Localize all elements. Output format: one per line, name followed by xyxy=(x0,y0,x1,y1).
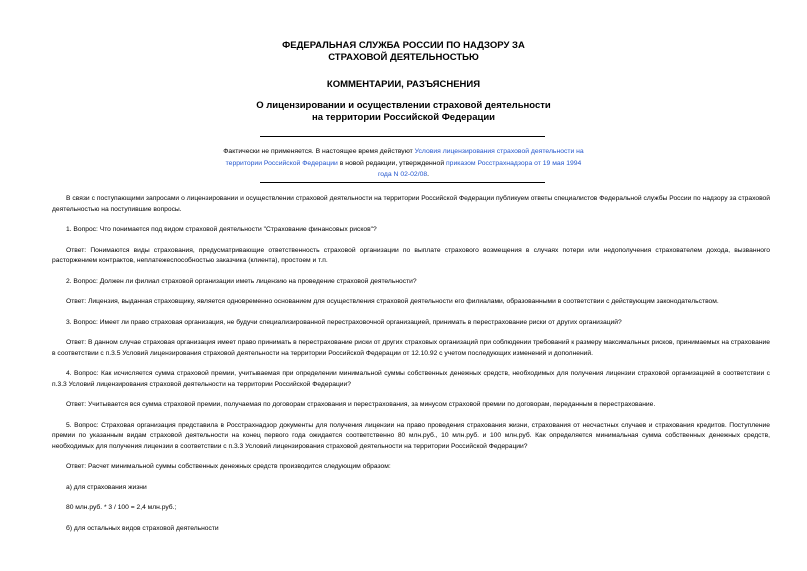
paragraph-intro: В связи с поступающими запросами о лицензировании и осуществлении страховой деятельности на территории Российской Федерации публикуем ответы специалистов Федеральной службы России по надзору за страховой деятельностью на поступившие вопросы. xyxy=(52,195,770,213)
status-notice xyxy=(220,146,587,181)
paragraph-answer-4: Ответ: Учитывается вся сумма страховой премии, получаемая по договорам страхования и перестрахования, за минусом страховой премии по договорам, переданным в перестрахование. xyxy=(66,401,656,408)
notice-text-2: в новой редакции, утвержденной xyxy=(337,159,446,167)
section-heading: КОММЕНТАРИИ, РАЗЪЯСНЕНИЯ xyxy=(326,79,481,90)
paragraph-item-b: б) для остальных видов страховой деятельности xyxy=(66,524,219,532)
licensing-conditions-link[interactable]: Условия лицензирования страховой деятельности на территории Российской Федерации xyxy=(225,148,584,167)
paragraph-calculation-a: 80 млн.руб. * 3 / 100 = 2,4 млн.руб.; xyxy=(66,504,177,511)
notice-text-3: . xyxy=(427,171,430,178)
subject-line2: на территории Российской Федерации xyxy=(311,112,496,123)
paragraph-question-4: 4. Вопрос: Как исчисляется сумма страховой премии, учитываемая при определении минимальной суммы собственных денежных средств, необходимых для получения лицензии страховой организацией в соответствии с п.3.3 Условий лицензирования страховой деятельности на территории Российской Федерации? xyxy=(52,370,770,388)
paragraph-question-3: 3. Вопрос: Имеет ли право страховая организация, не будучи специализированной перестраховочной организацией, принимать в перестрахование риски от других организаций? xyxy=(66,318,622,326)
bottom-divider xyxy=(260,182,545,183)
agency-title xyxy=(0,40,807,64)
notice-text-1: Фактически не применяется. В настоящее время действуют xyxy=(223,148,415,155)
paragraph-question-5: 5. Вопрос: Страховая организация представила в Росстрахнадзор документы для получения лицензии на право проведения страхования жизни, страхования от несчастных случаев и страхования кредитов. Поступление премии по указанным видам страховой деятельности на конец первого года ожидается соответственно 80 млн.руб., 10 млн.руб. и 100 млн.руб. Как определяется минимальная сумма собственных денежных средств, необходимых для получения лицензии в соответствии с п.3.3 Условий лицензирования страховой деятельности на территории Российской Федерации? xyxy=(52,421,770,450)
paragraph-question-2: 2. Вопрос: Должен ли филиал страховой организации иметь лицензию на проведение страховой деятельности? xyxy=(66,277,417,285)
top-divider xyxy=(260,136,545,137)
paragraph-question-1: 1. Вопрос: Что понимается под видом страховой деятельности "Страхование финансовых рисков"? xyxy=(66,226,377,233)
document-body xyxy=(52,194,770,544)
document-subject xyxy=(0,100,807,124)
order-link[interactable]: приказом Росстрахнадзора от 19 мая 1994 года N 02-02/08 xyxy=(377,159,582,178)
paragraph-answer-3: Ответ: В данном случае страховая организация имеет право принимать в перестрахование риски от других страховых организаций при соблюдении требований к размеру максимальных рисков, принимаемых на страхование в соответствии с п.3.5 Условий лицензирования страховой деятельности на территории Российской Федерации от 12.10.92 с учетом последующих изменений и дополнений. xyxy=(52,339,770,357)
paragraph-answer-5: Ответ: Расчет минимальной суммы собственных денежных средств производится следующим образом: xyxy=(66,463,391,470)
subject-line1: О лицензировании и осуществлении страховой деятельности xyxy=(256,100,551,111)
paragraph-item-a: а) для страхования жизни xyxy=(66,483,147,491)
agency-title-line2: СТРАХОВОЙ ДЕЯТЕЛЬНОСТЬЮ xyxy=(328,52,479,63)
agency-title-line1: ФЕДЕРАЛЬНАЯ СЛУЖБА РОССИИ ПО НАДЗОРУ ЗА xyxy=(282,40,525,51)
paragraph-answer-2: Ответ: Лицензия, выданная страховщику, является одновременно основанием для осуществления страховой деятельности его филиалами, образованными в соответствии с действующим законодательством. xyxy=(66,298,719,305)
paragraph-answer-1: Ответ: Понимаются виды страхования, предусматривающие ответственность страховой организации по выплате страхового возмещения в случаях потери или недополучения страхователем дохода, вызванного расторжением контрактов, неплатежеспособностью заказчика (клиента), простоем и т.п. xyxy=(52,246,770,264)
